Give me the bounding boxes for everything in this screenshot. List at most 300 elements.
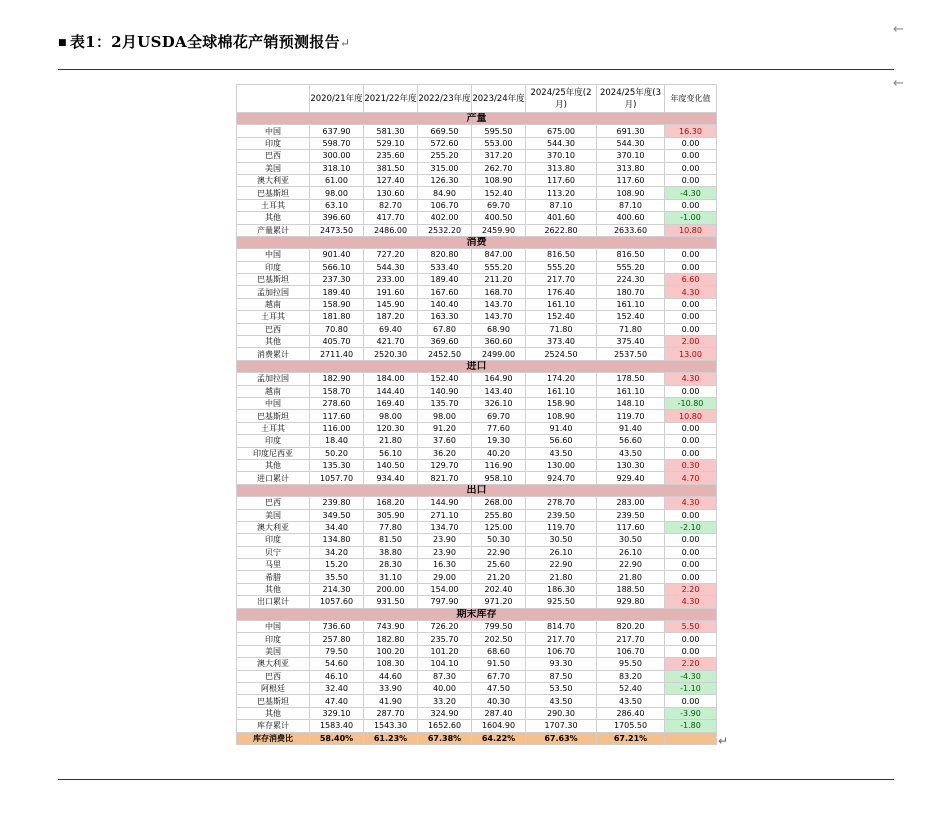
- table-row: [237, 658, 717, 670]
- value-cell: 262.70: [472, 162, 526, 174]
- value-cell: 224.30: [597, 274, 665, 286]
- value-cell: 68.60: [472, 645, 526, 657]
- value-cell: 38.80: [364, 546, 418, 558]
- value-cell: 154.00: [418, 583, 472, 595]
- value-cell: 360.60: [472, 336, 526, 348]
- section-title: 进口: [237, 360, 717, 372]
- value-cell: 255.20: [418, 150, 472, 162]
- value-cell: 214.30: [310, 583, 364, 595]
- value-cell: 176.40: [526, 286, 597, 298]
- value-cell: 37.60: [418, 435, 472, 447]
- value-cell: 235.60: [364, 150, 418, 162]
- value-cell: 69.70: [472, 410, 526, 422]
- value-cell: 95.50: [597, 658, 665, 670]
- change-cell: 0.00: [665, 162, 717, 174]
- value-cell: 91.40: [597, 422, 665, 434]
- value-cell: 46.10: [310, 670, 364, 682]
- value-cell: 799.50: [472, 621, 526, 633]
- value-cell: 315.00: [418, 162, 472, 174]
- change-cell: 0.00: [665, 137, 717, 149]
- value-cell: 69.40: [364, 323, 418, 335]
- value-cell: 239.50: [597, 509, 665, 521]
- value-cell: 726.20: [418, 621, 472, 633]
- value-cell: 47.40: [310, 695, 364, 707]
- table-row: [237, 249, 717, 261]
- value-cell: 182.80: [364, 633, 418, 645]
- change-cell: 10.80: [665, 410, 717, 422]
- title-text: 表1：2月USDA全球棉花产销预测报告: [69, 33, 340, 51]
- table-row: [237, 199, 717, 211]
- value-cell: 1543.30: [364, 720, 418, 732]
- value-cell: 1057.60: [310, 596, 364, 608]
- value-cell: 100.20: [364, 645, 418, 657]
- row-label: 中国: [237, 249, 310, 261]
- section-header-row: [237, 360, 717, 372]
- value-cell: 189.40: [310, 286, 364, 298]
- table-row: [237, 298, 717, 310]
- value-cell: 2524.50: [526, 348, 597, 360]
- change-cell: 5.50: [665, 621, 717, 633]
- table-row: [237, 286, 717, 298]
- table-row: [237, 521, 717, 533]
- table-row: [237, 435, 717, 447]
- row-label: 出口累计: [237, 596, 310, 608]
- value-cell: 405.70: [310, 336, 364, 348]
- value-cell: 235.70: [418, 633, 472, 645]
- row-label: 其他: [237, 583, 310, 595]
- value-cell: 35.50: [310, 571, 364, 583]
- section-title: 期末库存: [237, 608, 717, 620]
- value-cell: 191.60: [364, 286, 418, 298]
- value-cell: 15.20: [310, 559, 364, 571]
- value-cell: 28.30: [364, 559, 418, 571]
- row-label: 土耳其: [237, 311, 310, 323]
- row-label: 中国: [237, 397, 310, 409]
- value-cell: 93.30: [526, 658, 597, 670]
- value-cell: 217.70: [526, 633, 597, 645]
- value-cell: 187.20: [364, 311, 418, 323]
- table-row: [237, 162, 717, 174]
- change-cell: 6.60: [665, 274, 717, 286]
- change-cell: -4.30: [665, 670, 717, 682]
- document-title: [58, 31, 350, 52]
- row-label: 贝宁: [237, 546, 310, 558]
- row-label: 其他: [237, 336, 310, 348]
- change-cell: 0.00: [665, 298, 717, 310]
- value-cell: 130.30: [597, 459, 665, 471]
- change-cell: 0.00: [665, 559, 717, 571]
- value-cell: 144.90: [418, 497, 472, 509]
- value-cell: 421.70: [364, 336, 418, 348]
- row-label: 美国: [237, 645, 310, 657]
- column-header: 2021/22年度: [364, 85, 418, 113]
- value-cell: 2459.90: [472, 224, 526, 236]
- value-cell: 104.10: [418, 658, 472, 670]
- table-row: [237, 336, 717, 348]
- value-cell: 91.40: [526, 422, 597, 434]
- value-cell: 82.70: [364, 199, 418, 211]
- value-cell: 19.30: [472, 435, 526, 447]
- row-label: 印度: [237, 435, 310, 447]
- row-label: 阿根廷: [237, 682, 310, 694]
- row-label: 库存消费比: [237, 732, 310, 744]
- row-label: 巴西: [237, 150, 310, 162]
- value-cell: 934.40: [364, 472, 418, 484]
- value-cell: 257.80: [310, 633, 364, 645]
- value-cell: 69.70: [472, 199, 526, 211]
- value-cell: 108.90: [472, 174, 526, 186]
- change-cell: -1.80: [665, 720, 717, 732]
- value-cell: 30.50: [597, 534, 665, 546]
- row-label: 其他: [237, 707, 310, 719]
- value-cell: 30.50: [526, 534, 597, 546]
- row-label: 巴基斯坦: [237, 695, 310, 707]
- value-cell: 326.10: [472, 397, 526, 409]
- table-row: [237, 348, 717, 360]
- value-cell: 56.10: [364, 447, 418, 459]
- row-label: 印度: [237, 261, 310, 273]
- value-cell: 566.10: [310, 261, 364, 273]
- value-cell: 637.90: [310, 125, 364, 137]
- value-cell: 87.10: [526, 199, 597, 211]
- row-label: 越南: [237, 385, 310, 397]
- value-cell: 40.00: [418, 682, 472, 694]
- row-label: 其他: [237, 459, 310, 471]
- value-cell: 553.00: [472, 137, 526, 149]
- table-row: [237, 682, 717, 694]
- value-cell: 2532.20: [418, 224, 472, 236]
- table-row: [237, 274, 717, 286]
- value-cell: 58.40%: [310, 732, 364, 744]
- change-cell: 4.30: [665, 286, 717, 298]
- value-cell: 161.10: [526, 385, 597, 397]
- value-cell: 23.90: [418, 534, 472, 546]
- value-cell: 144.40: [364, 385, 418, 397]
- value-cell: 1057.70: [310, 472, 364, 484]
- value-cell: 164.90: [472, 373, 526, 385]
- value-cell: 16.30: [418, 559, 472, 571]
- value-cell: 34.40: [310, 521, 364, 533]
- paragraph-mark: ↵: [718, 734, 729, 748]
- value-cell: 117.60: [597, 174, 665, 186]
- table-row: [237, 261, 717, 273]
- value-cell: 22.90: [472, 546, 526, 558]
- value-cell: 329.10: [310, 707, 364, 719]
- value-cell: 140.50: [364, 459, 418, 471]
- value-cell: 152.40: [418, 373, 472, 385]
- row-label: 越南: [237, 298, 310, 310]
- value-cell: 820.20: [597, 621, 665, 633]
- change-cell: 16.30: [665, 125, 717, 137]
- value-cell: 402.00: [418, 212, 472, 224]
- column-header: 2022/23年度: [418, 85, 472, 113]
- value-cell: 120.30: [364, 422, 418, 434]
- value-cell: 572.60: [418, 137, 472, 149]
- row-label: 巴西: [237, 323, 310, 335]
- section-title: 产量: [237, 113, 717, 125]
- row-label: 土耳其: [237, 422, 310, 434]
- left-arrow-icon: ←: [893, 76, 904, 91]
- table-row: [237, 323, 717, 335]
- value-cell: 67.38%: [418, 732, 472, 744]
- left-arrow-icon: ←: [893, 22, 904, 37]
- value-cell: 87.50: [526, 670, 597, 682]
- change-cell: 2.20: [665, 583, 717, 595]
- table-row: [237, 720, 717, 732]
- value-cell: 77.60: [472, 422, 526, 434]
- value-cell: 555.20: [472, 261, 526, 273]
- row-label: 印度: [237, 633, 310, 645]
- section-header-row: [237, 608, 717, 620]
- change-cell: 0.00: [665, 633, 717, 645]
- value-cell: 26.10: [597, 546, 665, 558]
- row-label: 产量累计: [237, 224, 310, 236]
- value-cell: 816.50: [597, 249, 665, 261]
- value-cell: 816.50: [526, 249, 597, 261]
- value-cell: 1652.60: [418, 720, 472, 732]
- value-cell: 188.50: [597, 583, 665, 595]
- value-cell: 821.70: [418, 472, 472, 484]
- value-cell: 148.10: [597, 397, 665, 409]
- table-row: [237, 212, 717, 224]
- value-cell: 217.70: [597, 633, 665, 645]
- value-cell: 129.70: [418, 459, 472, 471]
- change-cell: 0.00: [665, 534, 717, 546]
- value-cell: 168.20: [364, 497, 418, 509]
- value-cell: 43.50: [597, 695, 665, 707]
- value-cell: 180.70: [597, 286, 665, 298]
- value-cell: 22.90: [526, 559, 597, 571]
- value-cell: 555.20: [526, 261, 597, 273]
- column-header: 2024/25年度(3月): [597, 85, 665, 113]
- value-cell: 931.50: [364, 596, 418, 608]
- value-cell: 70.80: [310, 323, 364, 335]
- table-row: [237, 534, 717, 546]
- value-cell: 2499.00: [472, 348, 526, 360]
- row-label: 中国: [237, 621, 310, 633]
- value-cell: 44.60: [364, 670, 418, 682]
- value-cell: 317.20: [472, 150, 526, 162]
- value-cell: 533.40: [418, 261, 472, 273]
- value-cell: 237.30: [310, 274, 364, 286]
- value-cell: 313.80: [597, 162, 665, 174]
- value-cell: 381.50: [364, 162, 418, 174]
- row-label: 巴基斯坦: [237, 410, 310, 422]
- value-cell: 36.20: [418, 447, 472, 459]
- value-cell: 202.40: [472, 583, 526, 595]
- table-row: [237, 373, 717, 385]
- value-cell: 370.10: [597, 150, 665, 162]
- change-cell: 0.00: [665, 645, 717, 657]
- value-cell: 87.30: [418, 670, 472, 682]
- value-cell: 71.80: [526, 323, 597, 335]
- column-header: 2024/25年度(2月): [526, 85, 597, 113]
- table-row: [237, 187, 717, 199]
- value-cell: 117.60: [310, 410, 364, 422]
- value-cell: 34.20: [310, 546, 364, 558]
- value-cell: 106.70: [597, 645, 665, 657]
- value-cell: 161.10: [597, 385, 665, 397]
- value-cell: 117.60: [526, 174, 597, 186]
- value-cell: 182.90: [310, 373, 364, 385]
- change-cell: 0.00: [665, 249, 717, 261]
- value-cell: 174.20: [526, 373, 597, 385]
- row-label: 孟加拉国: [237, 286, 310, 298]
- value-cell: 820.80: [418, 249, 472, 261]
- value-cell: 178.50: [597, 373, 665, 385]
- value-cell: 239.80: [310, 497, 364, 509]
- value-cell: 143.40: [472, 385, 526, 397]
- value-cell: 130.60: [364, 187, 418, 199]
- value-cell: 50.20: [310, 447, 364, 459]
- value-cell: 47.50: [472, 682, 526, 694]
- value-cell: 119.70: [597, 410, 665, 422]
- row-label: 马里: [237, 559, 310, 571]
- value-cell: 300.00: [310, 150, 364, 162]
- value-cell: 163.30: [418, 311, 472, 323]
- value-cell: 925.50: [526, 596, 597, 608]
- value-cell: 152.40: [472, 187, 526, 199]
- value-cell: 91.20: [418, 422, 472, 434]
- value-cell: 77.80: [364, 521, 418, 533]
- change-cell: 0.00: [665, 385, 717, 397]
- title-bullet: ■: [58, 38, 67, 48]
- value-cell: 349.50: [310, 509, 364, 521]
- value-cell: 21.20: [472, 571, 526, 583]
- table-row: [237, 125, 717, 137]
- value-cell: 67.70: [472, 670, 526, 682]
- value-cell: 691.30: [597, 125, 665, 137]
- value-cell: 233.00: [364, 274, 418, 286]
- table-row: [237, 311, 717, 323]
- table-row: [237, 385, 717, 397]
- value-cell: 555.20: [597, 261, 665, 273]
- table-row: [237, 707, 717, 719]
- section-header-row: [237, 236, 717, 248]
- change-cell: 0.00: [665, 150, 717, 162]
- change-cell: 0.30: [665, 459, 717, 471]
- value-cell: 130.00: [526, 459, 597, 471]
- change-cell: 0.00: [665, 323, 717, 335]
- change-cell: 4.70: [665, 472, 717, 484]
- value-cell: 63.10: [310, 199, 364, 211]
- value-cell: 50.30: [472, 534, 526, 546]
- change-cell: 4.30: [665, 373, 717, 385]
- table-row: [237, 472, 717, 484]
- change-cell: 0.00: [665, 174, 717, 186]
- value-cell: 68.90: [472, 323, 526, 335]
- value-cell: 106.70: [418, 199, 472, 211]
- row-label: 土耳其: [237, 199, 310, 211]
- value-cell: 544.30: [364, 261, 418, 273]
- change-cell: 0.00: [665, 571, 717, 583]
- row-label: 美国: [237, 162, 310, 174]
- value-cell: 117.60: [597, 521, 665, 533]
- value-cell: 189.40: [418, 274, 472, 286]
- value-cell: 140.40: [418, 298, 472, 310]
- value-cell: 736.60: [310, 621, 364, 633]
- row-label: 其他: [237, 212, 310, 224]
- value-cell: 18.40: [310, 435, 364, 447]
- row-label: 巴基斯坦: [237, 187, 310, 199]
- value-cell: 396.60: [310, 212, 364, 224]
- value-cell: 305.90: [364, 509, 418, 521]
- value-cell: 743.90: [364, 621, 418, 633]
- value-cell: 255.80: [472, 509, 526, 521]
- value-cell: 108.90: [526, 410, 597, 422]
- value-cell: 135.30: [310, 459, 364, 471]
- row-label: 印度尼西亚: [237, 447, 310, 459]
- value-cell: 106.70: [526, 645, 597, 657]
- value-cell: 127.40: [364, 174, 418, 186]
- column-header: 2020/21年度: [310, 85, 364, 113]
- value-cell: 369.60: [418, 336, 472, 348]
- value-cell: 56.60: [526, 435, 597, 447]
- value-cell: 40.20: [472, 447, 526, 459]
- value-cell: 184.00: [364, 373, 418, 385]
- value-cell: 675.00: [526, 125, 597, 137]
- value-cell: 98.00: [418, 410, 472, 422]
- table-row: [237, 410, 717, 422]
- change-cell: 2.20: [665, 658, 717, 670]
- row-label: 希腊: [237, 571, 310, 583]
- change-cell: -2.10: [665, 521, 717, 533]
- value-cell: 268.00: [472, 497, 526, 509]
- change-cell: 0.00: [665, 447, 717, 459]
- value-cell: 79.50: [310, 645, 364, 657]
- value-cell: 324.90: [418, 707, 472, 719]
- value-cell: 43.50: [526, 447, 597, 459]
- value-cell: 91.50: [472, 658, 526, 670]
- stock-to-use-ratio-row: [237, 732, 717, 744]
- value-cell: 40.30: [472, 695, 526, 707]
- value-cell: 929.40: [597, 472, 665, 484]
- value-cell: 116.90: [472, 459, 526, 471]
- value-cell: 290.30: [526, 707, 597, 719]
- value-cell: 1604.90: [472, 720, 526, 732]
- value-cell: 21.80: [526, 571, 597, 583]
- value-cell: 287.70: [364, 707, 418, 719]
- value-cell: 143.70: [472, 298, 526, 310]
- value-cell: 143.70: [472, 311, 526, 323]
- value-cell: 161.10: [597, 298, 665, 310]
- value-cell: 98.00: [364, 410, 418, 422]
- value-cell: 67.80: [418, 323, 472, 335]
- change-cell: 4.30: [665, 596, 717, 608]
- value-cell: 21.80: [364, 435, 418, 447]
- value-cell: 43.50: [597, 447, 665, 459]
- row-label: 巴基斯坦: [237, 274, 310, 286]
- row-label: 巴西: [237, 497, 310, 509]
- table-row: [237, 497, 717, 509]
- value-cell: 119.70: [526, 521, 597, 533]
- change-cell: -4.30: [665, 187, 717, 199]
- value-cell: 161.10: [526, 298, 597, 310]
- table-row: [237, 447, 717, 459]
- value-cell: 370.10: [526, 150, 597, 162]
- value-cell: 168.70: [472, 286, 526, 298]
- row-label: 澳大利亚: [237, 521, 310, 533]
- value-cell: 158.90: [310, 298, 364, 310]
- change-cell: 0.00: [665, 695, 717, 707]
- value-cell: 125.00: [472, 521, 526, 533]
- value-cell: 598.70: [310, 137, 364, 149]
- section-header-row: [237, 484, 717, 496]
- change-cell: 0.00: [665, 422, 717, 434]
- value-cell: 544.30: [597, 137, 665, 149]
- value-cell: 134.70: [418, 521, 472, 533]
- value-cell: 529.10: [364, 137, 418, 149]
